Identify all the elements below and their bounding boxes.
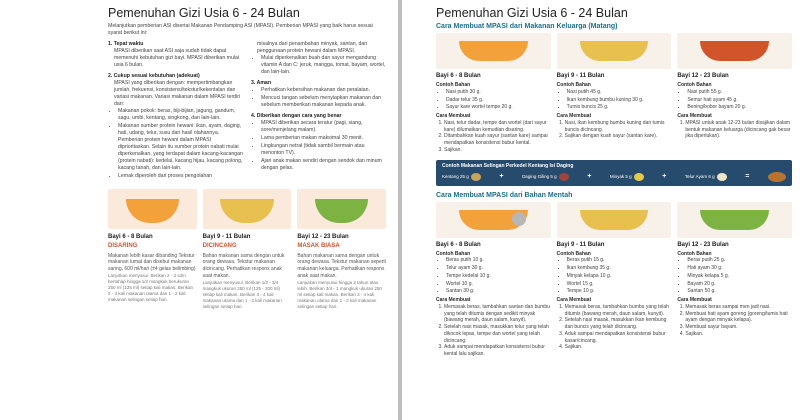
list-item: 2. Sajikan dengan kuah sayur (santan kare). <box>565 133 672 140</box>
list-item: • Tempe 10 g. <box>567 288 672 295</box>
section-heading: Cara Membuat MPASI dari Makanan Keluarga (Matang) <box>436 23 618 30</box>
bowl-icon <box>459 41 528 61</box>
section-heading: 1. Tepat waktu <box>108 41 144 48</box>
ingredients-list <box>446 257 551 295</box>
list-item: • Tempe kedelai 10 g. <box>446 273 551 280</box>
method-label: Cara Membuat <box>436 297 471 304</box>
list-item: • Bayam 20 g. <box>687 281 792 288</box>
method-label: Cara Membuat <box>677 113 712 120</box>
recipe-age: Bayi 9 - 11 Bulan <box>556 73 605 79</box>
ingredient-item <box>522 173 569 181</box>
list-item: • Sayur kare wortel tempe 20 g. <box>446 104 551 111</box>
method-list <box>565 304 672 351</box>
list-item: misalnya dari penambahan minyak, santan, dan penggunaan protein hewani dalam MPASI. <box>257 41 368 55</box>
stage-note: Lanjutkan menyusui hingga 2 tahun atau lebih. Berikan 3/4 - 1 mangkuk ukuran 250 ml setiap kali makan. Berikan 3 - 4 kali makanan utama dan 1 - 2 kali makanan selingan setiap hari. <box>297 279 382 309</box>
list-item: 4. Sajikan. <box>565 344 672 351</box>
operator-symbol: + <box>499 173 504 181</box>
food-photo <box>557 33 672 69</box>
list-item: • Wortel 10 g. <box>446 281 551 288</box>
list-item: • Lemak diperoleh dari proses pengolahan <box>118 173 243 180</box>
ingredients-list <box>567 89 672 111</box>
recipe-age: Bayi 6 - 8 Bulan <box>436 73 481 79</box>
section-text: MPASI diberikan saat ASI saja sudah tidak dapat memenuhi kebutuhan gizi bayi. MPASI diberikan mulai usia 6 bulan. <box>114 48 240 69</box>
food-photo <box>297 189 386 229</box>
list-item: • Bening/bobor bayam 20 g. <box>687 104 792 111</box>
ingredients-label: Contoh Bahan <box>677 250 712 257</box>
recipe-age: Bayi 6 - 8 Bulan <box>436 241 481 248</box>
list-item: 1. Memasak beras sampai men jadi nasi. <box>685 304 792 311</box>
method-label: Cara Membuat <box>436 113 471 120</box>
list-item: • Ikan kembung bumbu kuning 30 g. <box>567 97 672 104</box>
stage-desc: Bahan makanan sama dengan untuk orang dewasa. Tekstur makanan seperti makanan keluarga. Perhatikan respons anak saat makan. <box>297 252 386 279</box>
bowl-icon <box>580 41 649 61</box>
recipe-card <box>557 238 672 358</box>
ingredients-list <box>567 257 672 295</box>
list-item: • Santan 30 g. <box>446 288 551 295</box>
right-page <box>402 0 800 420</box>
operator-symbol: = <box>745 173 750 181</box>
ingredient-item <box>685 173 727 181</box>
ingredient-icon <box>634 173 644 181</box>
food-photo <box>677 202 792 238</box>
left-page <box>0 0 398 420</box>
method-list <box>444 120 551 154</box>
list-item: 1. Nasi, ikan kembung bumbu kuning dan tumis buncis dicincang. <box>565 120 672 134</box>
perkedel-icon <box>768 172 786 182</box>
ingredient-label: Telur Ayam 6 g <box>684 174 715 180</box>
recipe-row <box>436 238 792 358</box>
list-item: • Makanan pokok: beras, biji-bijian, jagung, gandum, sagu, umbi, kentang, singkong, dan lain-lain. <box>118 108 243 122</box>
list-item: 4. Sajikan. <box>685 331 792 338</box>
ingredients-label: Contoh Bahan <box>556 250 591 257</box>
ingredient-icon <box>717 173 727 181</box>
food-photo <box>203 189 292 229</box>
list-item: 3. Aduk sampai mendapatkan konsistensi bubur kental lalu sajikan. <box>444 344 551 358</box>
ingredients-list <box>446 89 551 111</box>
list-item: • Santan 50 g. <box>687 288 792 295</box>
list-item: • Wortel 15 g. <box>567 281 672 288</box>
list-item: • Ikan kembung 35 g. <box>567 265 672 272</box>
food-photo <box>677 33 792 69</box>
list-item: • Beras putih 25 g. <box>687 257 792 264</box>
recipe-row <box>436 69 792 154</box>
intro-text: Melanjutkan pemberian ASI disertai Makanan Pendamping ASI (MPASI). Pemberian MPASI yang baik harus sesuai syarat berikut ini: <box>108 23 373 37</box>
list-item: • Hati ayam 30 g. <box>687 265 792 272</box>
list-item: • Perhatikan kebersihan makanan dan peralatan. <box>261 87 386 94</box>
operator-symbol: + <box>662 173 667 181</box>
food-photo <box>557 202 672 238</box>
stage-card <box>203 233 292 310</box>
ingredients-label: Contoh Bahan <box>677 82 712 89</box>
list-item: • Beras putih 15 g. <box>567 257 672 264</box>
ingredient-item <box>610 173 644 181</box>
bowl-icon <box>126 199 179 223</box>
food-photo <box>436 202 551 238</box>
list-item: 2. Setelah nasi masak, masukkan ikan kembung dan buncis yang telah dicincang. <box>565 317 672 331</box>
stage-age: Bayi 12 - 23 Bulan <box>297 234 349 241</box>
section-text: MPASI yang diberikan dengan: mempertimbangkan jumlah, frekuensi, konsistensi/tekstur/kekentalan dan variasi makanan. Variasi makanan dalam MPASI terdiri dari: <box>114 80 241 108</box>
stage-note: Lanjutkan menyusui. Berikan 1/2 - 3/4 mangkuk ukuran 250 ml (125 - 200 ml) setiap kali makan. Berikan 3 - 4 kali makanan utama dan 1 - 2 kali makanan selingan setiap hari. <box>202 279 282 309</box>
list-item: • Tumis buncis 25 g. <box>567 104 672 111</box>
bowl-icon <box>315 199 368 223</box>
ingredients-list <box>687 89 792 111</box>
stage-texture: MASAK BIASA <box>297 243 340 250</box>
bowl-icon <box>580 210 649 230</box>
list-item: 1. Nasi, telur dadar, tempe dan wortel (dari sayur kare) dilumatkan kemudian disaring. <box>444 120 551 134</box>
list-item: • Lingkungan netral (tidak sambil bermain atau menonton TV). <box>261 143 386 157</box>
list-item: 2. Membuat hati ayam goreng (goreng/tumis hati ayam dengan minyak kelapa). <box>685 311 792 325</box>
ingredients-label: Contoh Bahan <box>556 82 591 89</box>
page-title: Pemenuhan Gizi Usia 6 - 24 Bulan <box>108 6 300 20</box>
food-photos <box>436 202 792 238</box>
section-heading: Cara Membuat MPASI dari Bahan Mentah <box>436 191 573 199</box>
food-photo <box>108 189 197 229</box>
method-label: Cara Membuat <box>556 113 592 120</box>
list-item: 1. Memasak beras, tambahkan bumbu yang telah ditumis (bawang merah, daun salam, kunyit). <box>565 304 672 318</box>
recipe-age: Bayi 12 - 23 Bulan <box>677 241 729 248</box>
recipe-card <box>436 238 551 358</box>
stage-card <box>297 233 386 310</box>
bowl-icon <box>220 199 273 223</box>
bowl-icon <box>700 210 769 230</box>
stage-texture: DICINCANG <box>202 243 237 250</box>
list-item: 2. Setelah nasi masak, masukkan telur yang telah dikocok lepas, tempe dan wortel yang telah dicincang. <box>444 324 551 344</box>
list-item: • Dadar telur 35 g. <box>446 97 551 104</box>
list-item: • Minyak kelapa 10 g. <box>567 273 672 280</box>
ingredient-item <box>442 173 481 181</box>
ingredient-icon <box>471 173 481 181</box>
list-item: • Nasi putih 55 g. <box>687 89 792 96</box>
list-item: • Mencuci tangan sebelum menyiapkan makanan dan sebelum memberikan makanan kepada anak. <box>261 95 386 109</box>
recipe-card <box>436 69 551 154</box>
stage-desc: Bahan makanan sama dengan untuk orang dewasa. Tekstur makanan dicincang. Perhatikan respons anak saat makan. <box>202 252 285 279</box>
operator-symbol: + <box>587 173 592 181</box>
list-item: 3. Aduk sampai mendapatkan konsistensi bubur kasar/cincang. <box>565 331 672 345</box>
section-heading: 4. Diberikan dengan cara yang benar <box>251 113 342 120</box>
right-column <box>251 41 386 184</box>
ingredients-label: Contoh Bahan <box>436 82 471 89</box>
method-list <box>685 120 792 140</box>
ingredient-label: Minyak 5 g <box>609 174 632 180</box>
ingredients-label: Contoh Bahan <box>436 250 471 257</box>
list-item: • Semur hati ayam 45 g. <box>687 97 792 104</box>
ingredient-label: Kentang 25 g <box>442 174 469 180</box>
recipe-card <box>677 69 792 154</box>
list-item: • Minyak kelapa 5 g. <box>687 273 792 280</box>
food-photo <box>436 33 551 69</box>
stage-desc: Makanan lebih kasar dibanding Tekstur makanan lumat dan disebut makanan saring, 600 ml/hari (±4 gelas belimbing) <box>108 252 196 273</box>
list-item: 1. MPASI untuk anak 12-23 bulan disajikan dalam bentuk makanan keluarga (dicincang gak besar jika diperlukan). <box>685 120 792 140</box>
stage-note: Lanjutkan menyusui. Berikan 2 - 3 sdm bertahap hingga 1/2 mangkuk berukuran 250 ml (125 ml) setiap kali makan. Berikan 2 - 3 kali makanan utama dan 1 - 2 kali makanan selingan setiap hari. <box>108 272 194 303</box>
banner-title: Contoh Makanan Selingan Perkedel Kentang Isi Daging <box>442 162 574 169</box>
method-list <box>565 120 672 140</box>
ingredient-flow <box>442 172 786 182</box>
list-item: • Ajari anak makan sendiri dengan sendok dan minum dengan gelas. <box>261 158 386 172</box>
list-item: • Mulai diperkenalkan buah dan sayur mengandung vitamin A dan C: jeruk, mangga, tomat, bayam, wortel, dan lain-lain. <box>261 55 386 76</box>
list-item: • Makanan sumber protein hewani: ikan, ayam, daging, hati, udang, telur, susu dan hasil olahannya. Pemberian protein hewani dalam MPASI diprioritaskan. Selain itu sumber protein nabati mulai diperkenalkan, yang terdapat dalam kacang-kacangan (protein nabati): kedelai, kacang hijau, kacang polong, kacang tanah, dan lain-lain. <box>118 123 243 172</box>
list-item: • Nasi putih 45 g. <box>567 89 672 96</box>
snack-banner <box>436 160 792 186</box>
section-heading: 3. Aman <box>251 80 271 87</box>
left-column <box>108 41 243 184</box>
list-item: • Telur ayam 30 g. <box>446 265 551 272</box>
section-heading: 2. Cukup sesuai kebutuhan (adekuat) <box>108 73 200 80</box>
ingredient-label: Daging Giling 5 g <box>522 174 557 180</box>
method-label: Cara Membuat <box>556 297 592 304</box>
food-photos <box>436 33 792 69</box>
list-item: • Lama pemberian makan maksimal 30 menit. <box>261 135 386 142</box>
stage-age: Bayi 6 - 8 Bulan <box>108 234 153 241</box>
list-item: 1. Memasak beras, tambahkan santan dan bumbu yang telah ditumis dengan sedikit minyak (bawang merah, daun salam, kunyit). <box>444 304 551 324</box>
recipe-card <box>557 69 672 154</box>
method-list <box>685 304 792 338</box>
ingredient-icon <box>559 173 569 181</box>
list-item: 3. Membuat sayur bayam. <box>685 324 792 331</box>
list-item: 3. Sajikan. <box>444 147 551 154</box>
recipe-age: Bayi 9 - 11 Bulan <box>556 241 605 248</box>
list-item: • Nasi putih 30 g. <box>446 89 551 96</box>
page-indicator-dot[interactable] <box>512 212 526 226</box>
stage-card <box>108 233 197 310</box>
method-list <box>444 304 551 358</box>
page-title: Pemenuhan Gizi Usia 6 - 24 Bulan <box>436 6 628 20</box>
bowl-icon <box>700 41 769 61</box>
method-label: Cara Membuat <box>677 297 712 304</box>
list-item: 2. Ditambahkan kuah sayur (santan kare) sampai mendapatkan konsistensi bubur kental. <box>444 133 551 147</box>
stage-texture: DISARING <box>108 243 138 250</box>
list-item: • MPASI diberikan secara teratur (pagi, siang, sore/menjelang malam). <box>261 120 386 134</box>
ingredients-list <box>687 257 792 295</box>
list-item: • Beras putih 10 g. <box>446 257 551 264</box>
stage-age: Bayi 9 - 11 Bulan <box>202 234 251 241</box>
food-photos <box>108 189 386 229</box>
recipe-age: Bayi 12 - 23 Bulan <box>677 73 729 79</box>
recipe-card <box>677 238 792 358</box>
